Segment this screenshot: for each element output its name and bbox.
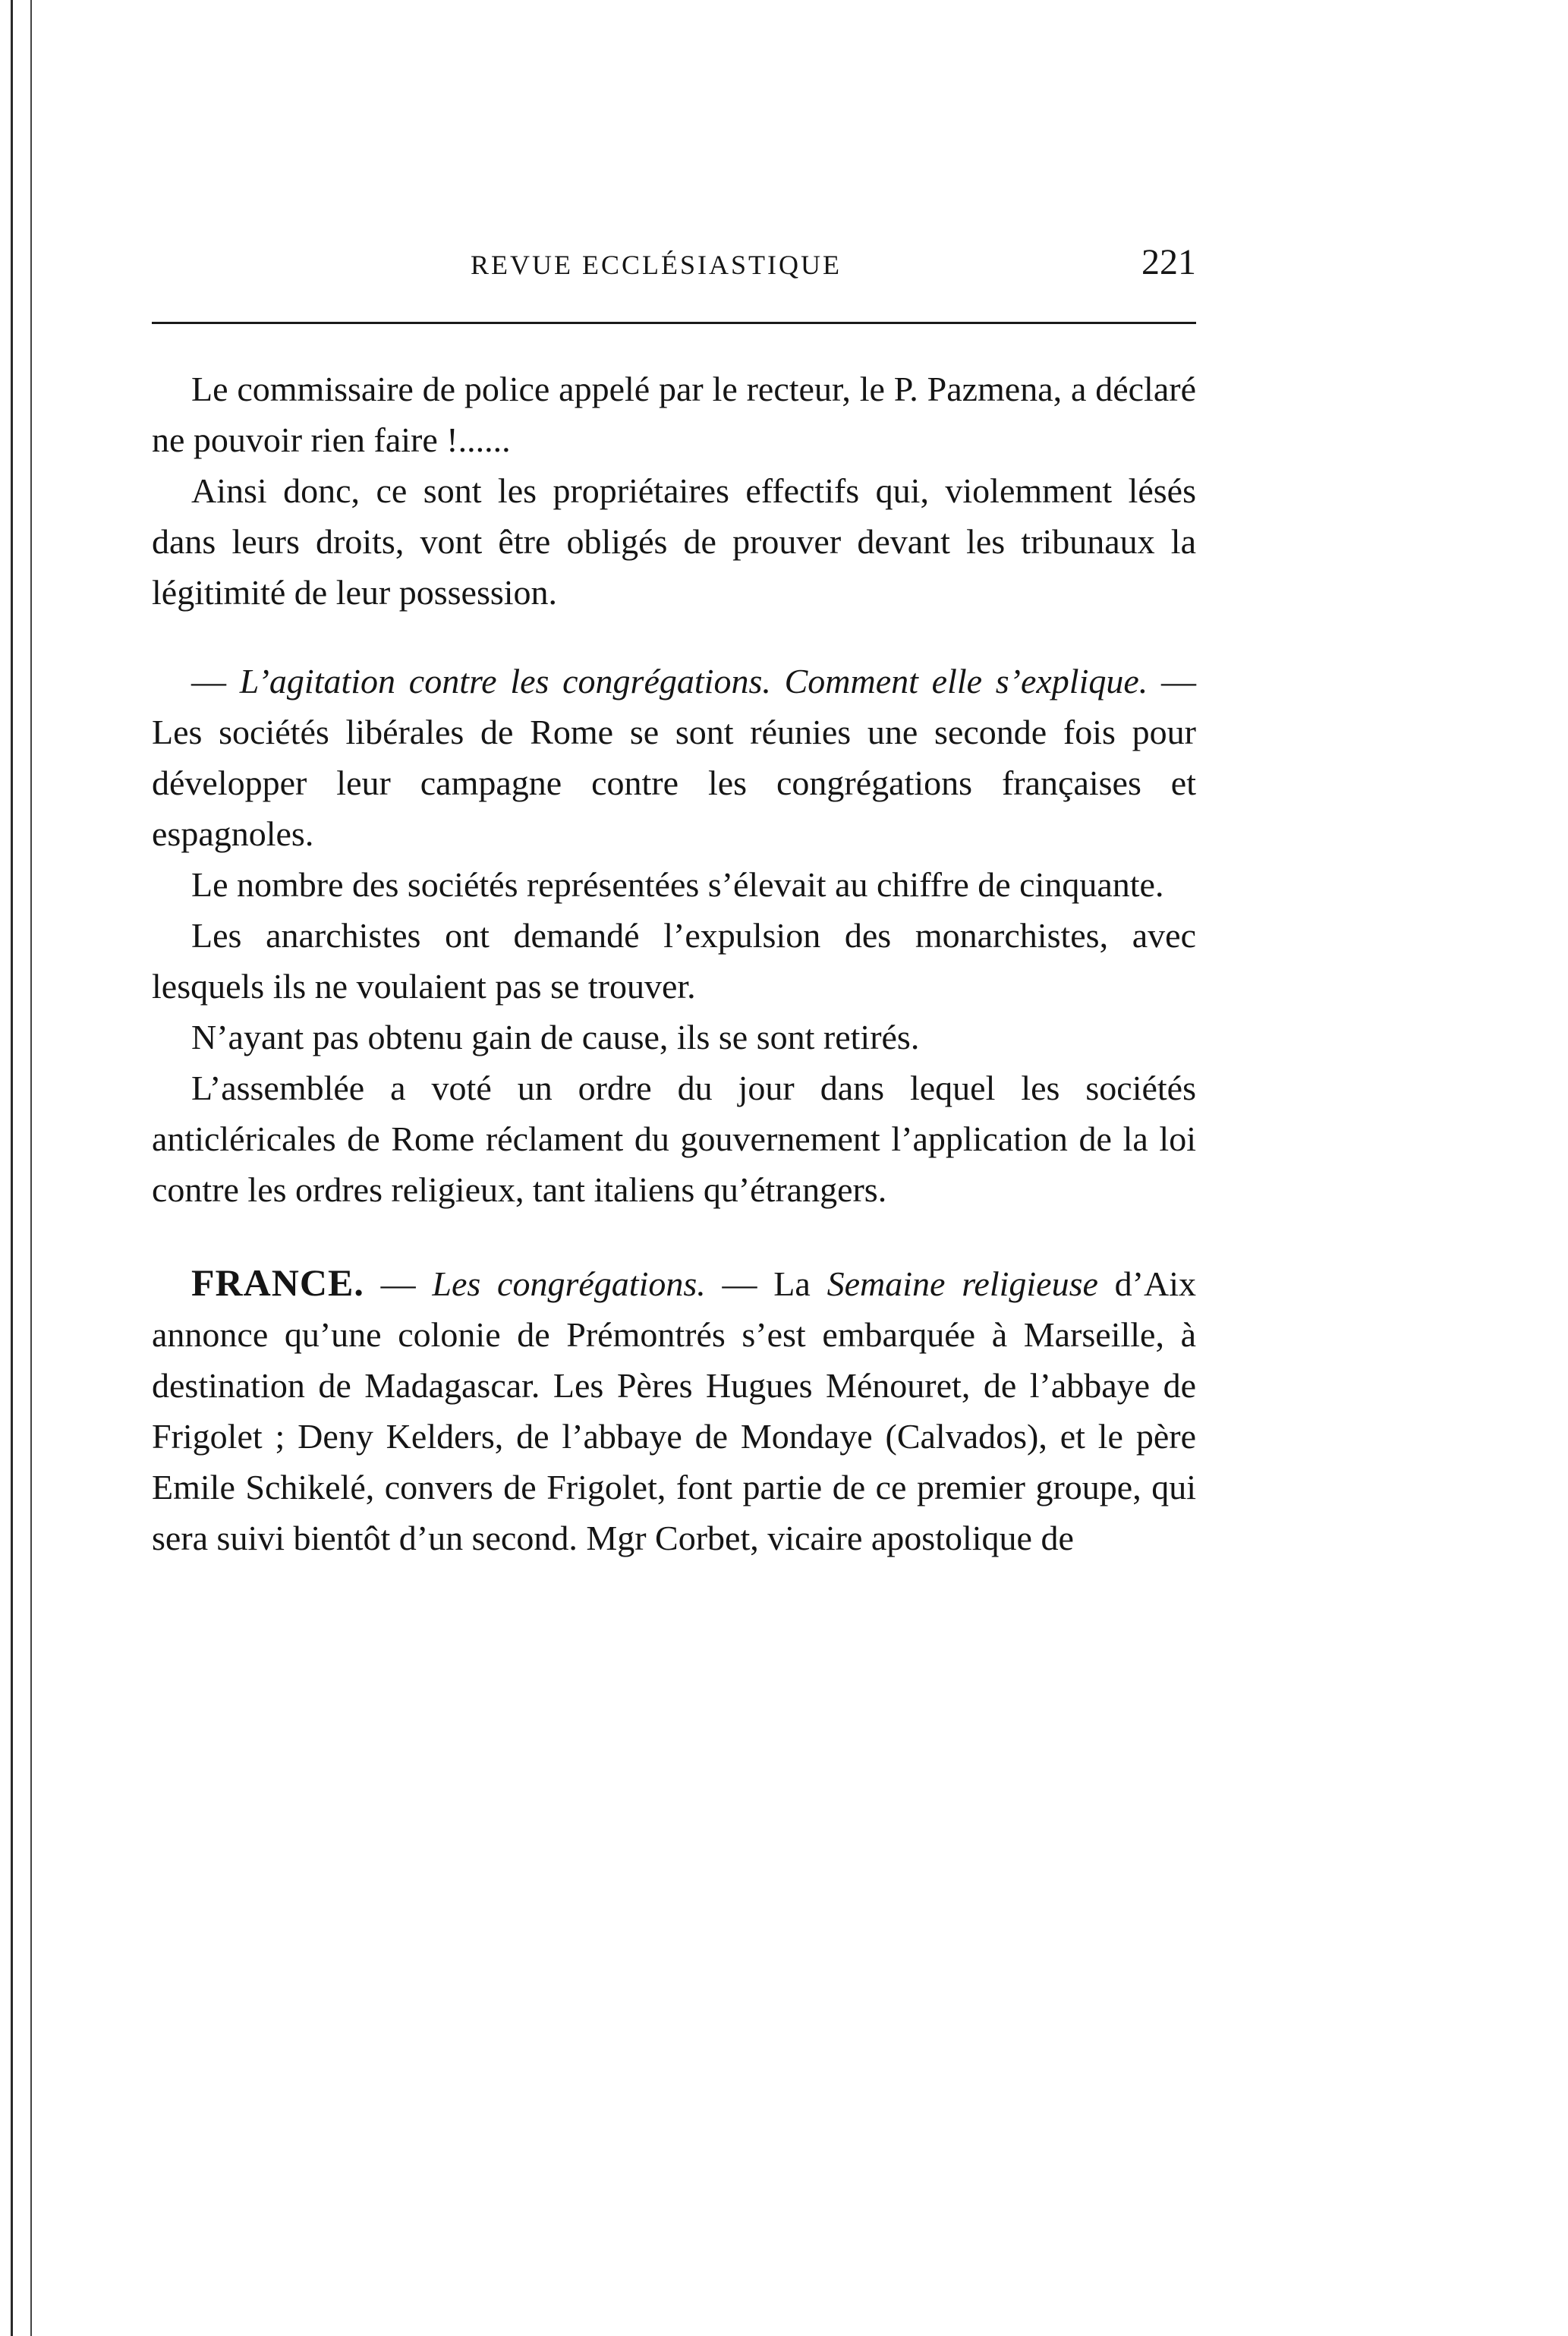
paragraph: L’assemblée a voté un ordre du jour dans lequel les sociétés anticléricales de Rome réclament du gouvernement l’application de la loi contre les ordres religieux, tant italiens qu’étrangers. xyxy=(152,1069,1196,1209)
binding-edge xyxy=(30,0,32,2336)
paragraph: N’ayant pas obtenu gain de cause, ils se sont retirés. xyxy=(191,1018,920,1056)
paragraph: Le commissaire de police appelé par le recteur, le P. Pazmena, a déclaré ne pouvoir rien faire !...... xyxy=(152,370,1196,459)
body-text xyxy=(152,364,1196,1563)
paragraph-text: — Les sociétés libérales de Rome se sont réunies une seconde fois pour développer leur campagne contre les congrégations françaises et espagnoles. xyxy=(152,662,1197,853)
paragraph-text: d’Aix annonce qu’une colonie de Prémontrés s’est embarquée à Marseille, à destination de Madagascar. Les Pères Hugues Ménouret, de l’abbaye de Frigolet ; Deny Kelders, de l’abbaye de Mondaye (Calvados), et le père Emile Schikelé, convers de Frigolet, font partie de ce premier groupe, qui sera suivi bientôt d’un second. Mgr Corbet, vicaire apostolique de xyxy=(152,1264,1196,1557)
section-title: Les congrégations. xyxy=(432,1264,706,1303)
dash: — La xyxy=(705,1264,827,1303)
header-rule xyxy=(152,322,1196,324)
running-head: REVUE ECCLÉSIASTIQUE xyxy=(471,250,842,280)
section-paragraph xyxy=(152,1258,1196,1563)
paragraph: Les anarchistes ont demandé l’expulsion des monarchistes, avec lesquels ils ne voulaient pas se trouver. xyxy=(152,916,1196,1006)
page-header xyxy=(152,228,1196,288)
page-number: 221 xyxy=(1141,242,1196,282)
section-title: L’agitation contre les congrégations. Comment elle s’explique. xyxy=(239,662,1148,700)
binding-edge xyxy=(11,0,13,2336)
paragraph: Le nombre des sociétés représentées s’élevait au chiffre de cinquante. xyxy=(191,865,1164,904)
dash: — xyxy=(364,1264,433,1303)
publication-title: Semaine religieuse xyxy=(827,1264,1098,1303)
dash: — xyxy=(191,662,240,700)
region-heading: FRANCE. xyxy=(191,1261,364,1304)
section-paragraph xyxy=(152,656,1196,859)
page-content xyxy=(152,228,1196,1563)
paragraph: Ainsi donc, ce sont les propriétaires effectifs qui, violemment lésés dans leurs droits, vont être obligés de prouver devant les tribunaux la légitimité de leur possession. xyxy=(152,471,1196,612)
